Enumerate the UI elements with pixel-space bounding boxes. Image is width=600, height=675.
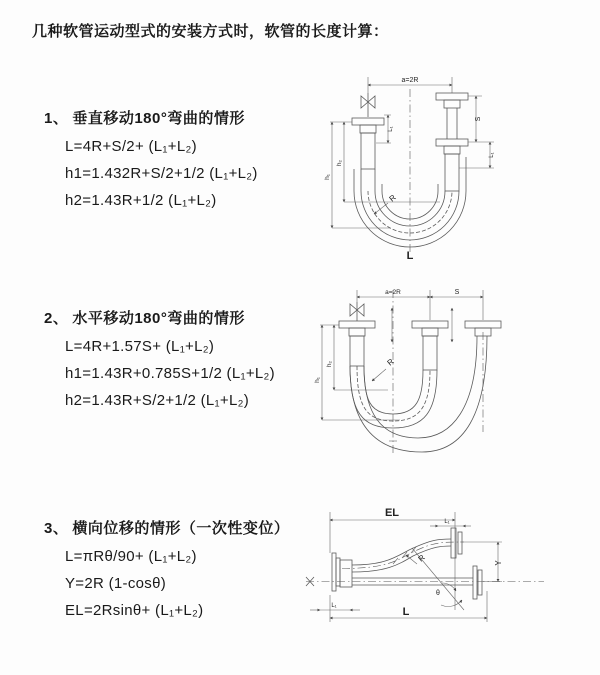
d2-hose-arcs	[350, 336, 487, 452]
dim-label-h2: h₂	[336, 159, 343, 167]
section-3-heading	[44, 517, 289, 538]
diagram-lateral-displacement	[292, 498, 600, 656]
section-1-number: 1、	[44, 110, 69, 127]
dim-label-l1-left: L₁	[388, 126, 394, 132]
radius-label: R	[385, 356, 396, 368]
valve-icon	[350, 302, 364, 321]
dim-label-h1: h₁	[314, 377, 321, 383]
length-label: L	[402, 606, 410, 618]
d2-middle-fitting	[412, 321, 448, 370]
dim-label-l1-top: L₁	[444, 519, 450, 525]
formula-length: L=4R+1.57S+ (L₁+L₂)	[65, 338, 215, 355]
diagram-vertical-180-bend	[300, 65, 600, 265]
d3-displaced-hose	[352, 539, 451, 572]
dim-label-a2r: a=2R	[401, 77, 419, 84]
section-lateral-displacement	[44, 517, 289, 619]
dim-label-s: S	[454, 289, 460, 296]
dim-label-a2r: a=2R	[385, 289, 401, 296]
section-3-title: 横向位移的情形（一次性变位）	[72, 520, 290, 537]
section-horizontal-movement	[44, 307, 275, 409]
d2-centerlines	[357, 290, 483, 454]
section-1-heading	[44, 107, 258, 128]
dim-label-l1-right: L₁	[489, 152, 495, 158]
section-3-number: 3、	[44, 520, 69, 537]
dim-label-y: Y	[494, 560, 503, 566]
d3-left-flange	[332, 553, 352, 591]
d3-upper-right-flange	[451, 528, 462, 558]
d1-labels	[324, 77, 495, 262]
d2-left-fitting	[339, 321, 375, 366]
section-1-title: 垂直移动180°弯曲的情形	[72, 110, 245, 127]
length-label: L	[406, 250, 414, 262]
diagram-horizontal-180-bend	[300, 280, 600, 460]
d3-labels	[331, 507, 503, 618]
dim-label-s: S	[475, 116, 482, 122]
formula-h1: h1=1.43R+0.785S+1/2 (L₁+L₂)	[65, 365, 275, 382]
formula-h2: h2=1.43R+1/2 (L₁+L₂)	[65, 192, 217, 209]
page-title: 几种软管运动型式的安装方式时，软管的长度计算：	[32, 23, 389, 40]
radius-label: R	[387, 192, 398, 204]
angle-label: θ	[436, 590, 440, 597]
formula-y: Y=2R (1-cosθ)	[65, 575, 167, 592]
d1-centerlines	[368, 77, 452, 253]
section-2-heading	[44, 307, 275, 328]
section-vertical-movement	[44, 107, 258, 209]
formula-length: L=πRθ/90+ (L₁+L₂)	[65, 548, 197, 565]
formula-length: L=4R+S/2+ (L₁+L₂)	[65, 138, 197, 155]
radius-label: R	[416, 552, 427, 564]
section-2-title: 水平移动180°弯曲的情形	[72, 310, 245, 327]
dim-label-l1-left: L₁	[331, 603, 337, 609]
dim-label-h1: h₁	[324, 174, 331, 180]
d1-dimension-lines	[330, 85, 494, 228]
d2-dimension-lines	[320, 297, 483, 441]
d1-right-fitting-lower	[436, 139, 468, 191]
d3-lower-right-flange	[473, 566, 482, 599]
dim-label-el: EL	[384, 507, 400, 519]
formula-el: EL=2Rsinθ+ (L₁+L₂)	[65, 602, 204, 619]
formula-h1: h1=1.432R+S/2+1/2 (L₁+L₂)	[65, 165, 258, 182]
d1-left-fitting	[352, 118, 384, 169]
d1-right-fitting-upper	[436, 93, 468, 139]
dim-label-h2: h₂	[326, 360, 333, 368]
section-2-number: 2、	[44, 310, 69, 327]
valve-icon	[361, 93, 375, 117]
formula-h2: h2=1.43R+S/2+1/2 (L₁+L₂)	[65, 392, 250, 409]
